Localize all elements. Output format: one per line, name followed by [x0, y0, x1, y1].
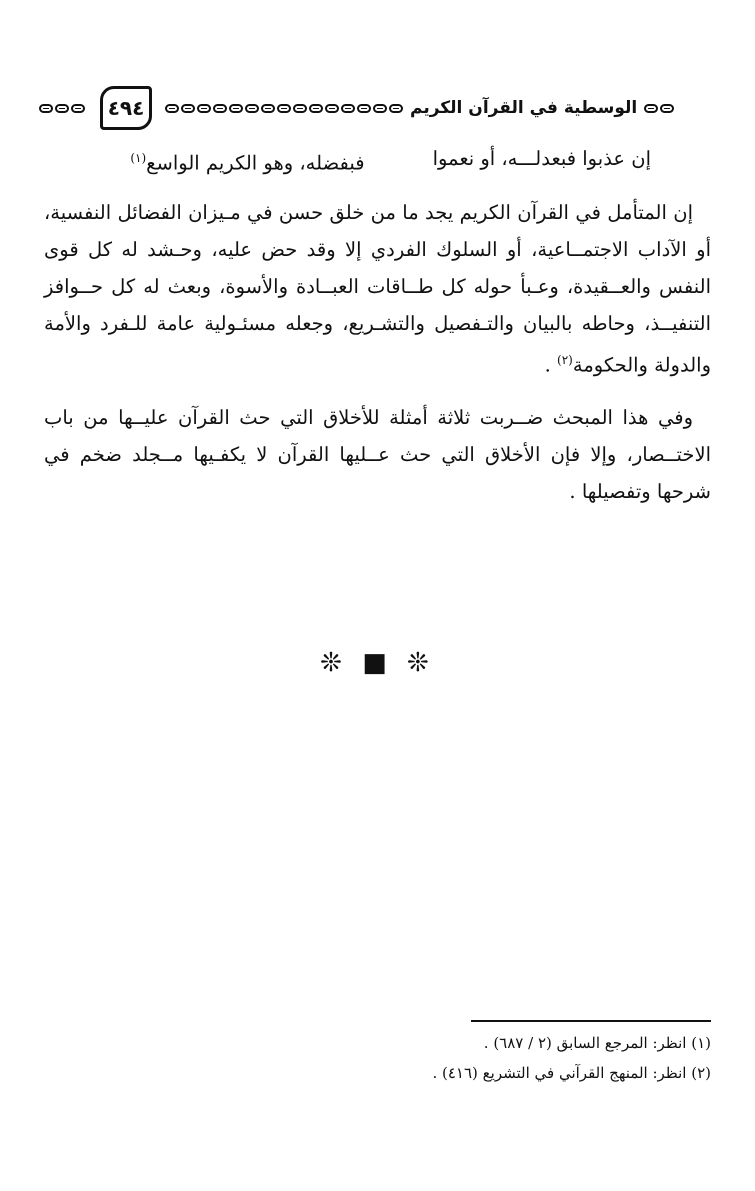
chain-link-icon	[261, 104, 275, 113]
verse-hemistich-left: فبفضله، وهو الكريم الواسع$^{(١)}$	[130, 151, 365, 175]
chain-link-icon	[197, 104, 211, 113]
footnote-marker: (٢)	[557, 352, 573, 367]
chain-link-icon	[357, 104, 371, 113]
footnote: (٢) انظر: المنهج القرآني في التشريع (٤١٦) .	[432, 1064, 711, 1082]
chain-link-icon	[293, 104, 307, 113]
chain-link-icon	[309, 104, 323, 113]
running-header	[38, 86, 718, 130]
chain-link-icon	[71, 104, 85, 113]
section-separator: ❊ ■ ❊	[320, 648, 435, 678]
chain-link-icon	[165, 104, 179, 113]
chain-link-icon	[39, 104, 53, 113]
ornament-chain-right	[643, 104, 675, 113]
chain-link-icon	[644, 104, 658, 113]
chain-link-icon	[181, 104, 195, 113]
chain-link-icon	[660, 104, 674, 113]
page-number: ٤٩٤	[100, 86, 152, 130]
verse-hemistich-right: إن عذبوا فبعدلـــه، أو نعموا	[432, 147, 651, 170]
chain-link-icon	[389, 104, 403, 113]
chain-link-icon	[229, 104, 243, 113]
chain-link-icon	[373, 104, 387, 113]
running-title: الوسطية في القرآن الكريم	[410, 98, 638, 118]
ornament-chain-middle	[164, 104, 404, 113]
chain-link-icon	[325, 104, 339, 113]
footnotes	[51, 1028, 711, 1088]
paragraph: وفي هذا المبحث ضــربت ثلاثة أمثلة للأخلاق التي حث القرآن عليــها من باب الاختــصار، وإلا فإن الأخلاق التي حث عــليها القرآن لا يكفـيها مــجلد ضخم في شرحها وتفصيلها .	[44, 406, 711, 503]
chain-link-icon	[213, 104, 227, 113]
chain-link-icon	[245, 104, 259, 113]
body-text	[44, 140, 711, 526]
footnote-marker: (١)	[130, 151, 147, 165]
chain-link-icon	[277, 104, 291, 113]
poem-verse	[44, 140, 711, 182]
ornament-chain-left	[38, 104, 86, 113]
footnote-divider	[471, 1020, 711, 1022]
chain-link-icon	[55, 104, 69, 113]
chain-link-icon	[341, 104, 355, 113]
paragraph: إن المتأمل في القرآن الكريم يجد ما من خلق حسن في مـيزان الفضائل النفسية، أو الآداب الاجتمــاعية، أو السلوك الفردي إلا وقد حض عليه، وحـشد له كل قوى النفس والعــقيدة، وعـبأ حوله كل طــاقات العبــادة والأسوة، وبعث له كل حــوافز التنفيــذ، وحاطه بالبيان والتـفصيل والتشـريع، وجعله مسئـولية عامة للـفرد والأمة والدولة والحكومة$^{(٢)}$ .	[44, 200, 711, 376]
footnote: (١) انظر: المرجع السابق (٢ / ٦٨٧) .	[483, 1034, 711, 1052]
